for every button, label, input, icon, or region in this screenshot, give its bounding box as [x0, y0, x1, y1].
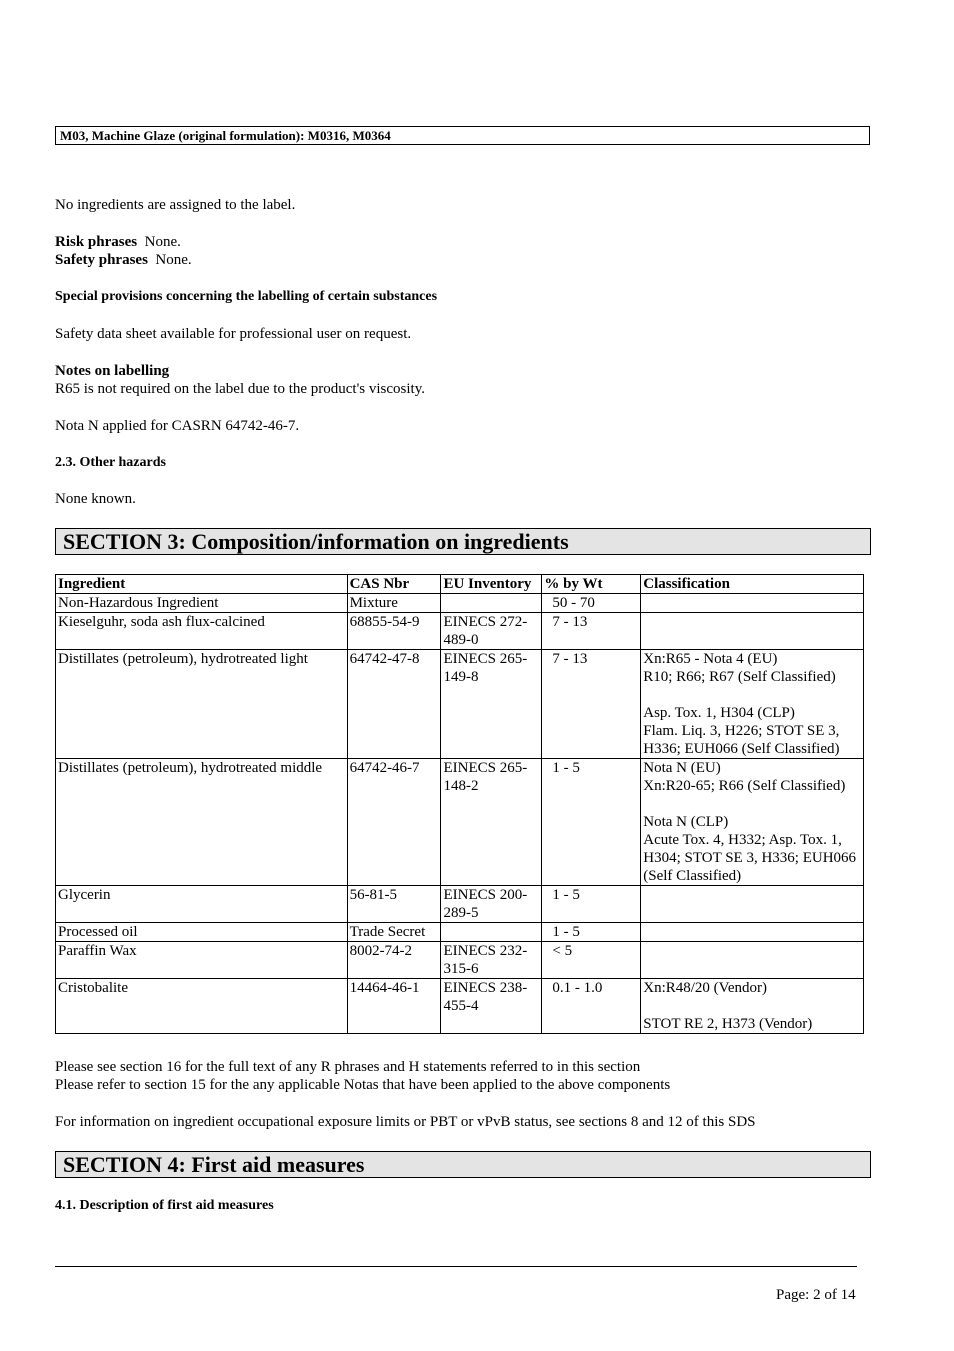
cell-ingredient: Non-Hazardous Ingredient: [56, 594, 348, 613]
classification-line: Xn:R48/20 (Vendor): [643, 980, 767, 996]
section-4-title: SECTION 4: First aid measures: [55, 1151, 871, 1178]
page-number: Page: 2 of 14: [776, 1287, 856, 1303]
safety-phrases-label: Safety phrases: [55, 252, 148, 268]
table-row: [56, 594, 864, 613]
cell-eu: EINECS 272-489-0: [441, 613, 542, 650]
risk-phrases-label: Risk phrases: [55, 234, 138, 250]
cell-cas: Trade Secret: [347, 923, 441, 942]
cell-ingredient: Distillates (petroleum), hydrotreated light: [56, 650, 348, 759]
classification-line: [643, 795, 861, 813]
cell-classification: [641, 759, 864, 886]
cell-eu: [441, 594, 542, 613]
special-provisions-heading: Special provisions concerning the labelling of certain substances: [55, 289, 438, 304]
classification-line: [643, 686, 861, 704]
cell-cas: 56-81-5: [347, 886, 441, 923]
cell-eu: EINECS 238-455-4: [441, 979, 542, 1034]
cell-eu: EINECS 232-315-6: [441, 942, 542, 979]
table-row: [56, 979, 864, 1034]
cell-eu: EINECS 265-149-8: [441, 650, 542, 759]
classification-line: Flam. Liq. 3, H226; STOT SE 3, H336; EUH066 (Self Classified): [643, 723, 840, 757]
cell-cas: 64742-46-7: [347, 759, 441, 886]
cell-eu: [441, 923, 542, 942]
cell-classification: [641, 650, 864, 759]
section-3-note-2: Please refer to section 15 for the any applicable Notas that have been applied to the above components: [55, 1077, 671, 1093]
table-row: [56, 923, 864, 942]
cell-cas: 64742-47-8: [347, 650, 441, 759]
cell-ingredient: Distillates (petroleum), hydrotreated middle: [56, 759, 348, 886]
cell-ingredient: Glycerin: [56, 886, 348, 923]
classification-line: Nota N (CLP): [643, 814, 729, 830]
table-row: [56, 942, 864, 979]
cell-pct: 50 - 70: [542, 594, 641, 613]
cell-classification: [641, 942, 864, 979]
safety-phrases-value: None.: [155, 252, 192, 268]
section-3-title: SECTION 3: Composition/information on ingredients: [55, 528, 871, 555]
cell-eu: EINECS 200-289-5: [441, 886, 542, 923]
cell-pct: 7 - 13: [542, 613, 641, 650]
cell-ingredient: Processed oil: [56, 923, 348, 942]
classification-line: Nota N (EU): [643, 760, 721, 776]
classification-line: Xn:R65 - Nota 4 (EU): [643, 651, 778, 667]
first-aid-subheading: 4.1. Description of first aid measures: [55, 1198, 274, 1213]
footer-divider: [55, 1266, 857, 1267]
table-row: [56, 650, 864, 759]
column-header: CAS Nbr: [347, 575, 441, 594]
cell-pct: 1 - 5: [542, 886, 641, 923]
safety-phrases-line: [55, 251, 192, 269]
cell-classification: [641, 886, 864, 923]
cell-classification: [641, 923, 864, 942]
other-hazards-text: None known.: [55, 491, 136, 507]
ingredients-table: [55, 574, 864, 1034]
cell-cas: 14464-46-1: [347, 979, 441, 1034]
label-ingredients-text: No ingredients are assigned to the label.: [55, 197, 296, 213]
cell-ingredient: Kieselguhr, soda ash flux-calcined: [56, 613, 348, 650]
classification-line: Asp. Tox. 1, H304 (CLP): [643, 705, 795, 721]
cell-cas: Mixture: [347, 594, 441, 613]
cell-pct: 0.1 - 1.0: [542, 979, 641, 1034]
cell-ingredient: Cristobalite: [56, 979, 348, 1034]
cell-cas: 68855-54-9: [347, 613, 441, 650]
other-hazards-heading: 2.3. Other hazards: [55, 455, 166, 470]
notes-labelling-heading: Notes on labelling: [55, 363, 170, 379]
cell-pct: 7 - 13: [542, 650, 641, 759]
section-3-note-1: Please see section 16 for the full text of any R phrases and H statements referred to in this section: [55, 1059, 641, 1075]
cell-classification: [641, 594, 864, 613]
cell-eu: EINECS 265-148-2: [441, 759, 542, 886]
table-header-row: [56, 575, 864, 594]
notes-labelling-line1: R65 is not required on the label due to the product's viscosity.: [55, 381, 425, 397]
section-3-note-3: For information on ingredient occupational exposure limits or PBT or vPvB status, see sections 8 and 12 of this SDS: [55, 1114, 756, 1130]
cell-pct: 1 - 5: [542, 759, 641, 886]
column-header: Classification: [641, 575, 864, 594]
cell-pct: 1 - 5: [542, 923, 641, 942]
classification-line: STOT RE 2, H373 (Vendor): [643, 1016, 813, 1032]
table-row: [56, 886, 864, 923]
classification-line: [643, 997, 861, 1015]
document-header: M03, Machine Glaze (original formulation): M0316, M0364: [55, 126, 870, 145]
risk-phrases-value: None.: [144, 234, 181, 250]
cell-ingredient: Paraffin Wax: [56, 942, 348, 979]
cell-classification: [641, 979, 864, 1034]
table-row: [56, 613, 864, 650]
risk-phrases-line: [55, 233, 181, 251]
classification-line: Xn:R20-65; R66 (Self Classified): [643, 778, 846, 794]
table-row: [56, 759, 864, 886]
cell-pct: < 5: [542, 942, 641, 979]
classification-line: Acute Tox. 4, H332; Asp. Tox. 1, H304; STOT SE 3, H336; EUH066 (Self Classified): [643, 832, 857, 884]
special-provisions-text: Safety data sheet available for professional user on request.: [55, 326, 412, 342]
cell-classification: [641, 613, 864, 650]
column-header: EU Inventory: [441, 575, 542, 594]
column-header: % by Wt: [542, 575, 641, 594]
classification-line: R10; R66; R67 (Self Classified): [643, 669, 836, 685]
cell-cas: 8002-74-2: [347, 942, 441, 979]
column-header: Ingredient: [56, 575, 348, 594]
notes-labelling-line2: Nota N applied for CASRN 64742-46-7.: [55, 418, 300, 434]
